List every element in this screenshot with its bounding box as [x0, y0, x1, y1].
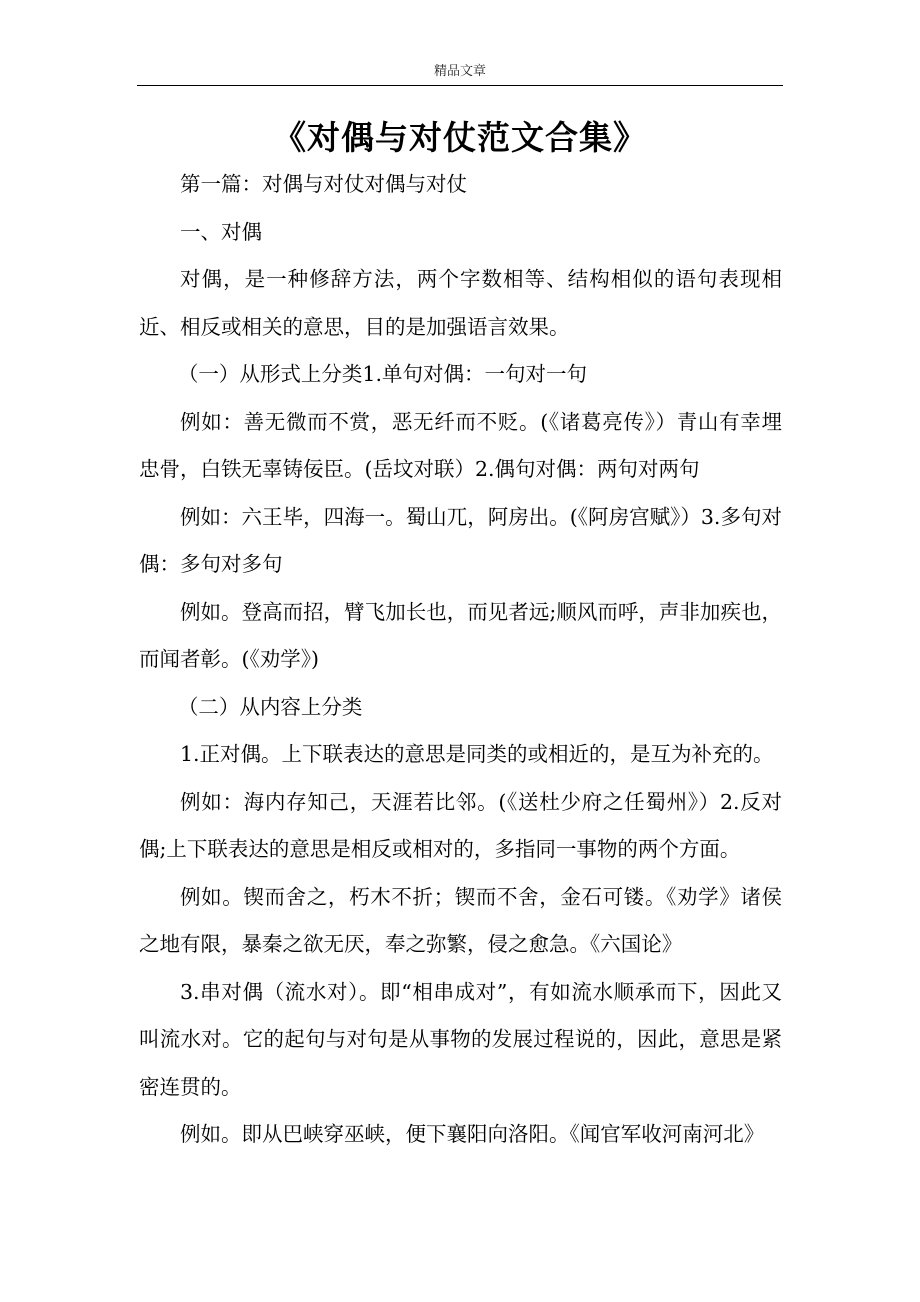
paragraph-section-heading: 第一篇：对偶与对仗对偶与对仗: [180, 172, 467, 196]
paragraph-form-classification: （一）从形式上分类1.单句对偶：一句对一句: [177, 362, 587, 386]
paragraph-example-multi: 例如。登高而招，臂飞加长也，而见者远;顺风而呼，声非加疾也，而闻者彰。(《劝学》): [139, 599, 782, 671]
page-header-label: 精品文章: [433, 64, 486, 79]
paragraph-example-positive: 例如：海内存知己，天涯若比邻。(《送杜少府之任蜀州》）2.反对偶;上下联表达的意思是相反或相对的，多指同一事物的两个方面。: [139, 789, 782, 861]
paragraph-definition: 对偶，是一种修辞方法，两个字数相等、结构相似的语句表现相近、相反或相关的意思，目的是加强语言效果。: [139, 267, 782, 339]
paragraph-content-classification: （二）从内容上分类: [177, 694, 363, 719]
document-title: 《对偶与对仗范文合集》: [273, 118, 647, 157]
paragraph-example-chain: 例如。即从巴峡穿巫峡，便下襄阳向洛阳。《闻官军收河南河北》: [180, 1122, 765, 1146]
header-divider: [137, 85, 783, 86]
paragraph-example-double: 例如：六王毕，四海一。蜀山兀，阿房出。(《阿房宫赋》）3.多句对偶：多句对多句: [139, 504, 782, 576]
paragraph-example-single: 例如：善无微而不赏，恶无纤而不贬。(《诸葛亮传》）青山有幸埋忠骨，白铁无辜铸佞臣。(岳坟对联）2.偶句对偶：两句对两句: [139, 409, 782, 481]
paragraph-chain-duiou: 3.串对偶（流水对）。即“相串成对”，有如流水顺承而下，因此又叫流水对。它的起句与对句是从事物的发展过程说的，因此，意思是紧密连贯的。: [139, 979, 782, 1099]
paragraph-subheading-duiou: 一、对偶: [180, 219, 262, 244]
paragraph-positive-duiou: 1.正对偶。上下联表达的意思是同类的或相近的，是互为补充的。: [180, 742, 774, 766]
paragraph-example-negative: 例如。锲而舍之，朽木不折；锲而不舍，金石可镂。《劝学》诸侯之地有限，暴秦之欲无厌，奉之弥繁，侵之愈急。《六国论》: [139, 884, 782, 956]
document-body: [139, 161, 782, 1159]
